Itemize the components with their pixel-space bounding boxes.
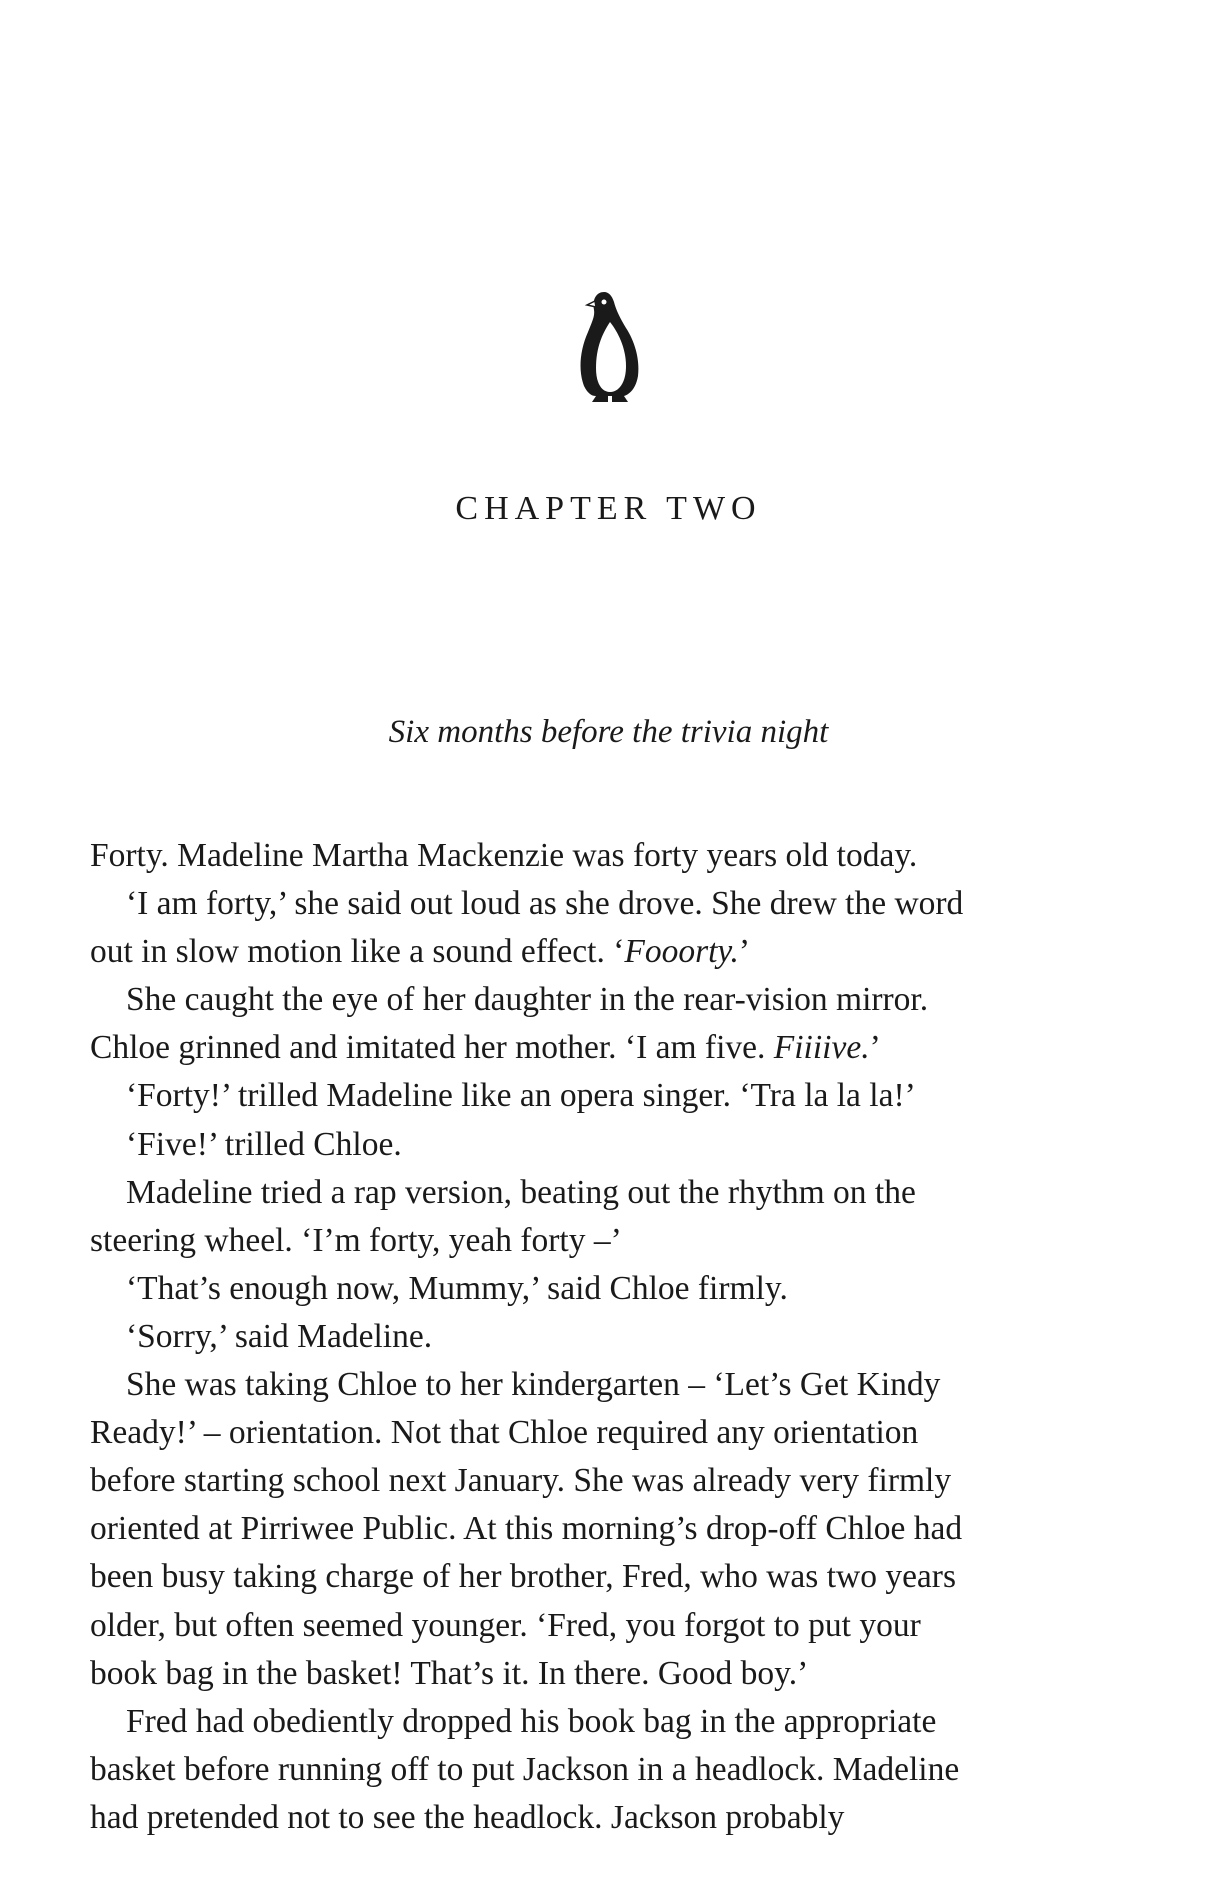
text-line: steering wheel. ‘I’m forty, yeah forty –’ <box>90 1221 622 1259</box>
text-line: ‘Sorry,’ said Madeline. <box>126 1317 433 1355</box>
text-line: She was taking Chloe to her kindergarten – ‘Let’s Get Kindy <box>126 1366 941 1404</box>
chapter-title: CHAPTER TWO <box>455 490 762 527</box>
text-line: ‘I am forty,’ she said out loud as she drove. She drew the word <box>126 885 964 923</box>
body-text <box>90 832 1130 1842</box>
text-line: Fred had obediently dropped his book bag in the appropriate <box>126 1702 937 1740</box>
text-line <box>90 928 1130 976</box>
text-line: She caught the eye of her daughter in the rear-vision mirror. <box>126 981 929 1019</box>
text-line: older, but often seemed younger. ‘Fred, you forgot to put your <box>90 1606 921 1644</box>
text-span: ’ <box>738 933 750 971</box>
text-line <box>90 1024 1130 1072</box>
text-span: Chloe grinned and imitated her mother. ‘I am five. <box>90 1029 774 1067</box>
italic-word: Fiiiive. <box>773 1029 870 1067</box>
italic-word: Fooorty. <box>624 933 739 971</box>
penguin-logo <box>574 288 646 406</box>
text-line: basket before running off to put Jackson in a headlock. Madeline <box>90 1750 960 1788</box>
text-span: ’ <box>869 1029 881 1067</box>
text-line: ‘Five!’ trilled Chloe. <box>126 1125 402 1163</box>
text-line: Forty. Madeline Martha Mackenzie was forty years old today. <box>90 837 918 874</box>
text-line: oriented at Pirriwee Public. At this morning’s drop-off Chloe had <box>90 1510 963 1548</box>
chapter-subtitle: Six months before the trivia night <box>388 714 829 750</box>
text-line: ‘Forty!’ trilled Madeline like an opera singer. ‘Tra la la la!’ <box>126 1077 916 1115</box>
text-line: book bag in the basket! That’s it. In there. Good boy.’ <box>90 1654 809 1692</box>
text-span: out in slow motion like a sound effect. ‘ <box>90 933 625 971</box>
text-line: ‘That’s enough now, Mummy,’ said Chloe firmly. <box>126 1269 788 1307</box>
text-line: before starting school next January. She was already very firmly <box>90 1462 952 1500</box>
text-line: Madeline tried a rap version, beating out the rhythm on the <box>126 1173 916 1211</box>
text-line: Ready!’ – orientation. Not that Chloe required any orientation <box>90 1414 919 1452</box>
penguin-icon <box>574 288 646 406</box>
text-line: had pretended not to see the headlock. Jackson probably <box>90 1798 845 1836</box>
text-line: been busy taking charge of her brother, Fred, who was two years <box>90 1558 956 1596</box>
